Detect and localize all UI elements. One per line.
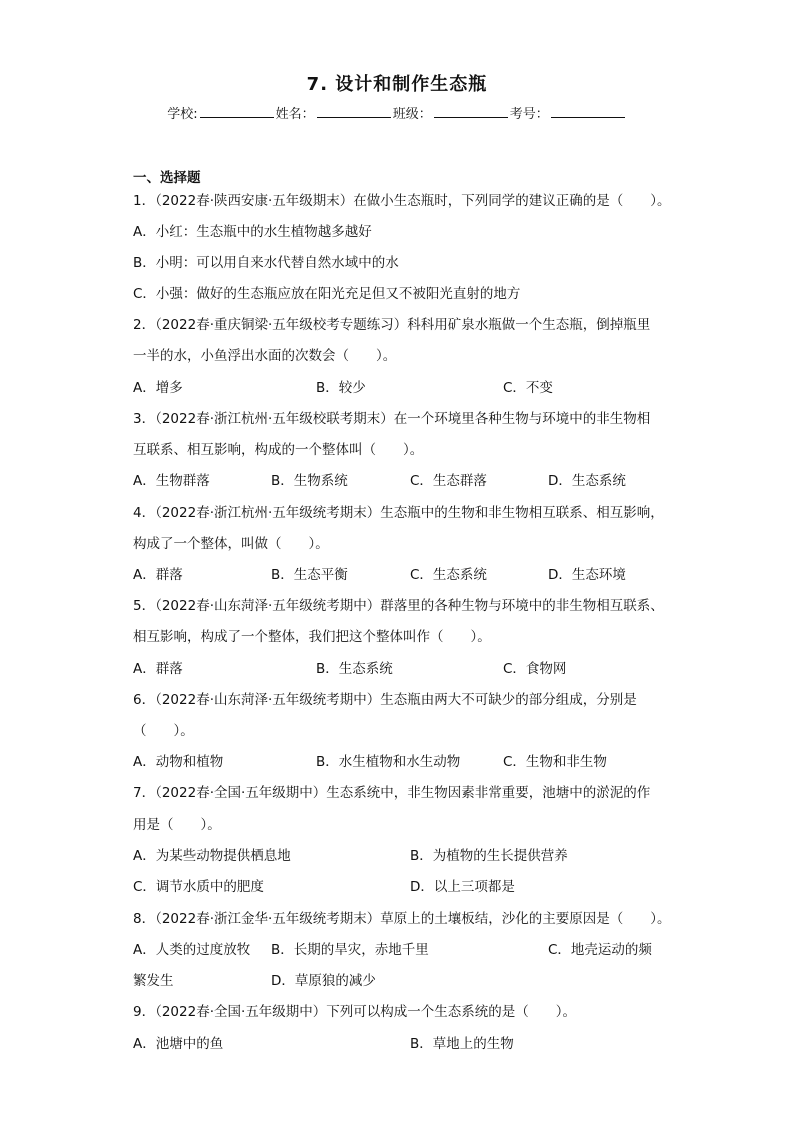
number-label: 考号：	[509, 107, 549, 122]
question-6-option-c[interactable]: C．生物和非生物	[503, 754, 607, 770]
question-8-text: 8．（2022春·浙江金华·五年级统考期末）草原上的土壤板结，沙化的主要原因是（ ）。	[133, 911, 671, 927]
question-5-option-a[interactable]: A．群落	[133, 661, 183, 677]
page-title: 7. 设计和制作生态瓶	[306, 74, 488, 95]
question-5-text-line-1: 5．（2022春·山东菏泽·五年级统考期中）群落里的各种生物与环境中的非生物相互联系、	[133, 598, 664, 614]
question-6-text-line-1: 6．（2022春·山东菏泽·五年级统考期中）生态瓶由两大不可缺少的部分组成，分别是	[133, 692, 637, 708]
question-4-option-d[interactable]: D．生态环境	[548, 567, 626, 583]
question-6-text-line-2: （ ）。	[133, 723, 194, 739]
class-blank[interactable]	[434, 105, 508, 118]
question-3-text-line-2: 互联系、相互影响，构成的一个整体叫（ ）。	[133, 442, 424, 458]
question-3-option-c[interactable]: C．生态群落	[410, 473, 487, 489]
question-1-option-c[interactable]: C．小强：做好的生态瓶应放在阳光充足但又不被阳光直射的地方	[133, 286, 521, 302]
question-8-option-a[interactable]: A．人类的过度放牧	[133, 942, 251, 958]
question-1-option-a[interactable]: A．小红：生态瓶中的水生植物越多越好	[133, 224, 372, 240]
question-8-option-c-continued[interactable]: 繁发生	[133, 973, 174, 989]
question-2-text-line-2: 一半的水，小鱼浮出水面的次数会（ ）。	[133, 348, 397, 364]
question-7-text-line-1: 7．（2022春·全国·五年级期中）生态系统中，非生物因素非常重要，池塘中的淤泥的作	[133, 785, 651, 801]
name-label: 姓名：	[275, 107, 315, 122]
question-9-option-a[interactable]: A．池塘中的鱼	[133, 1036, 224, 1052]
section-heading: 一、选择题	[133, 170, 201, 186]
number-blank[interactable]	[551, 105, 625, 118]
question-5-option-c[interactable]: C．食物网	[503, 661, 567, 677]
school-label: 学校:	[167, 107, 198, 122]
class-label: 班级：	[392, 107, 432, 122]
question-8-option-c[interactable]: C．地壳运动的频	[548, 942, 652, 958]
question-6-option-a[interactable]: A．动物和植物	[133, 754, 224, 770]
question-8-option-b[interactable]: B．长期的旱灾，赤地千里	[271, 942, 429, 958]
question-2-option-c[interactable]: C．不变	[503, 380, 553, 396]
school-blank[interactable]	[200, 105, 274, 118]
question-3-option-b[interactable]: B．生物系统	[271, 473, 348, 489]
question-2-text-line-1: 2．（2022春·重庆铜梁·五年级校考专题练习）科科用矿泉水瓶做一个生态瓶，倒掉瓶里	[133, 317, 651, 333]
question-3-option-a[interactable]: A．生物群落	[133, 473, 210, 489]
question-7-text-line-2: 用是（ ）。	[133, 817, 221, 833]
question-7-option-a[interactable]: A．为某些动物提供栖息地	[133, 848, 291, 864]
question-3-text-line-1: 3．（2022春·浙江杭州·五年级校联考期末）在一个环境里各种生物与环境中的非生物相	[133, 411, 651, 427]
question-2-option-b[interactable]: B．较少	[316, 380, 366, 396]
question-1-text: 1．（2022春·陕西安康·五年级期末）在做小生态瓶时，下列同学的建议正确的是（ ）。	[133, 193, 671, 209]
question-4-text-line-1: 4．（2022春·浙江杭州·五年级统考期末）生态瓶中的生物和非生物相互联系、相互影响，	[133, 505, 664, 521]
question-4-text-line-2: 构成了一个整体，叫做（ ）。	[133, 536, 329, 552]
question-1-option-b[interactable]: B．小明：可以用自来水代替自然水域中的水	[133, 255, 399, 271]
question-6-option-b[interactable]: B．水生植物和水生动物	[316, 754, 461, 770]
question-5-option-b[interactable]: B．生态系统	[316, 661, 393, 677]
question-4-option-c[interactable]: C．生态系统	[410, 567, 487, 583]
name-blank[interactable]	[317, 105, 391, 118]
question-5-text-line-2: 相互影响，构成了一个整体，我们把这个整体叫作（ ）。	[133, 629, 491, 645]
question-3-option-d[interactable]: D．生态系统	[548, 473, 626, 489]
question-4-option-b[interactable]: B．生态平衡	[271, 567, 348, 583]
question-9-option-b[interactable]: B．草地上的生物	[410, 1036, 514, 1052]
question-4-option-a[interactable]: A．群落	[133, 567, 183, 583]
question-8-option-d[interactable]: D．草原狼的减少	[271, 973, 376, 989]
question-9-text: 9．（2022春·全国·五年级期中）下列可以构成一个生态系统的是（ ）。	[133, 1004, 577, 1020]
question-2-option-a[interactable]: A．增多	[133, 380, 183, 396]
question-7-option-c[interactable]: C．调节水质中的肥度	[133, 879, 264, 895]
student-info-row	[0, 103, 794, 122]
question-7-option-d[interactable]: D．以上三项都是	[410, 879, 515, 895]
question-7-option-b[interactable]: B．为植物的生长提供营养	[410, 848, 568, 864]
